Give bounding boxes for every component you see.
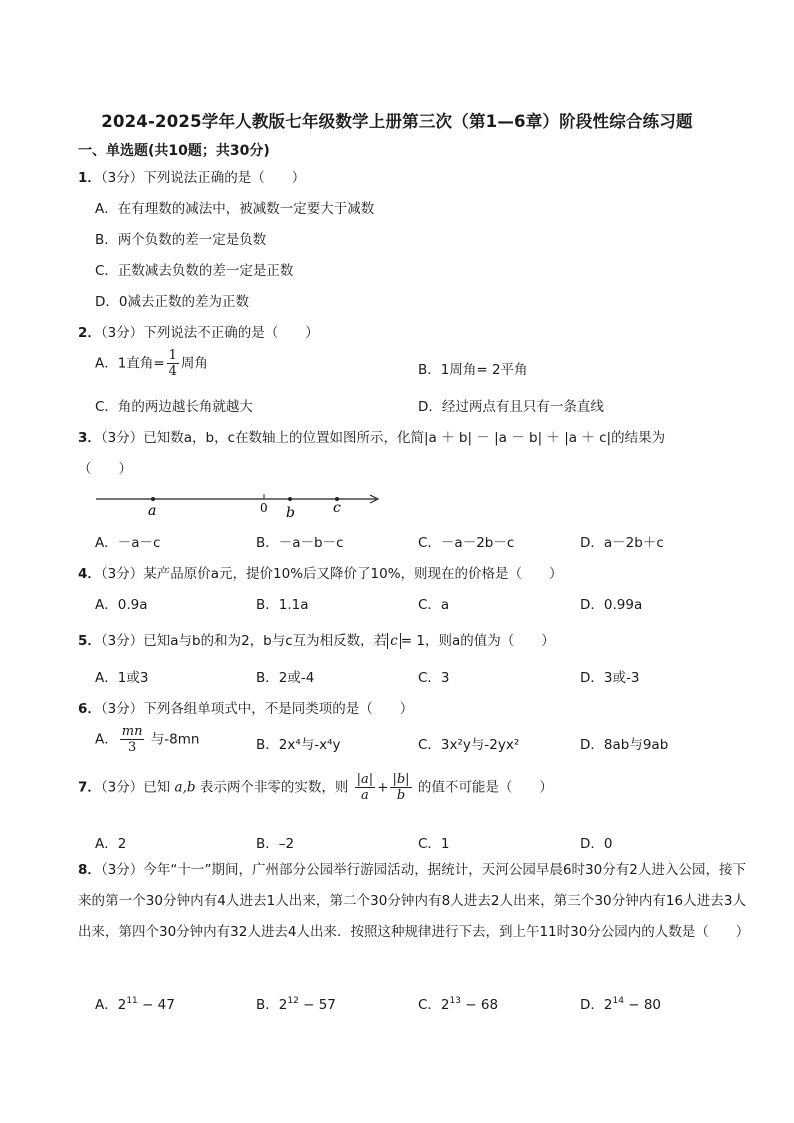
option-a xyxy=(95,724,199,755)
option-b: B．–2 xyxy=(256,836,295,852)
option-b: B．－a－b－c xyxy=(256,535,344,551)
option-d: D．经过两点有且只有一条直线 xyxy=(418,399,604,415)
fraction-numerator: mn xyxy=(121,724,143,739)
fraction-numerator: 1 xyxy=(168,348,177,363)
page-title: 2024-2025学年人教版七年级数学上册第三次（第1—6章）阶段性综合练习题 xyxy=(101,112,693,131)
question-1 xyxy=(78,166,305,186)
option-text: − 68 xyxy=(460,997,499,1013)
question-6 xyxy=(78,697,413,717)
question-4 xyxy=(78,562,563,582)
option-text: − 57 xyxy=(298,997,336,1013)
option-text: − 47 xyxy=(137,997,175,1013)
option-d: D．8ab与9ab xyxy=(580,737,669,753)
option-c: C．－a－2b－c xyxy=(418,535,515,551)
question-score: （3分） xyxy=(100,701,144,717)
question-number: 3． xyxy=(78,430,101,446)
question-stem: 下列说法不正确的是（ ） xyxy=(143,325,319,341)
option-c xyxy=(418,993,498,1013)
option-b: B．2x⁴与-x⁴y xyxy=(256,737,341,753)
label-c: c xyxy=(333,500,341,516)
label-a: a xyxy=(148,503,157,519)
option-c: C．1 xyxy=(418,836,450,852)
question-score: （3分） xyxy=(100,862,144,878)
plus-sign: + xyxy=(377,779,389,796)
option-text: A．1直角= xyxy=(95,355,165,372)
option-d: D．0.99a xyxy=(580,597,643,613)
option-text: A． xyxy=(95,731,118,748)
option-d: D．0减去正数的差为正数 xyxy=(95,294,249,310)
question-stem: 下列说法正确的是（ ） xyxy=(143,170,306,186)
question-stem: 今年“十一”期间，广州部分公园举行游园活动，据统计，天河公园早晨6时30分有2人进入公园，接下来的第一个30分钟内有4人进去1人出来，第二个30分钟内有8人进去2人出来，第三个30分钟内有16人进去3人出来，第四个30分钟内有32人进去4人出来．按照这种规律进行下去，到上午11时30分公园内的人数是（ ） xyxy=(78,862,750,940)
question-stem: 的值不可能是（ ） xyxy=(417,779,553,796)
question-score: （3分） xyxy=(100,430,144,446)
option-c: C．3x²y与-2yx² xyxy=(418,737,520,753)
question-stem: = 1，则a的值为（ ） xyxy=(400,633,555,649)
question-2 xyxy=(78,321,319,341)
option-b: B．1周角= 2平角 xyxy=(418,362,528,378)
label-zero: 0 xyxy=(260,501,268,515)
option-d: D．a－2b＋c xyxy=(580,535,664,551)
variables: a,b xyxy=(174,779,196,796)
question-stem: 已知a与b的和为2，b与c互为相反数，若 xyxy=(143,633,388,649)
option-b: B．2或-4 xyxy=(256,670,315,686)
question-score: （3分） xyxy=(100,566,144,582)
question-score: （3分） xyxy=(100,170,144,186)
question-number: 6． xyxy=(78,701,101,717)
fraction xyxy=(167,348,179,379)
option-c: C．3 xyxy=(418,670,450,686)
exponent: 14 xyxy=(612,996,624,1006)
question-stem-continued: （ ） xyxy=(78,461,132,477)
fraction-denominator: a xyxy=(361,788,369,803)
option-d: D．0 xyxy=(580,836,613,852)
question-number: 2． xyxy=(78,325,101,341)
option-a: A．在有理数的减法中，被减数一定要大于减数 xyxy=(95,201,375,217)
fraction-numerator: |a| xyxy=(356,772,374,787)
option-d: D．3或-3 xyxy=(580,670,640,686)
fraction xyxy=(355,772,376,803)
option-text: 周角 xyxy=(180,355,208,372)
exponent: 12 xyxy=(287,996,299,1006)
option-a xyxy=(95,993,175,1013)
fraction-numerator: |b| xyxy=(392,772,410,787)
option-text: C．2 xyxy=(418,997,450,1013)
point-a xyxy=(151,497,155,501)
option-a: A．1或3 xyxy=(95,670,149,686)
option-b: B．两个负数的差一定是负数 xyxy=(95,232,267,248)
question-8 xyxy=(78,855,750,948)
option-text: D．2 xyxy=(580,997,613,1013)
fraction xyxy=(390,772,411,803)
fraction-denominator: b xyxy=(396,788,406,803)
fraction-denominator: 3 xyxy=(127,740,137,755)
question-stem: 某产品原价a元，提价10%后又降价了10%，则现在的价格是（ ） xyxy=(143,566,563,582)
question-score: （3分） xyxy=(100,325,144,341)
option-text: 与-8mn xyxy=(150,731,200,748)
question-5 xyxy=(78,629,555,649)
absolute-value: c xyxy=(387,633,401,649)
question-stem: 已知数a，b，c在数轴上的位置如图所示，化简|a ＋ b| － |a － b| ＋ |a ＋ c|的结果为 xyxy=(143,430,666,446)
option-text: B．2 xyxy=(256,997,288,1013)
option-a xyxy=(95,348,208,379)
question-number: 7． xyxy=(78,779,101,796)
section-heading: 一、单选题(共10题；共30分) xyxy=(78,143,270,159)
label-b: b xyxy=(286,505,295,520)
question-score: （3分） xyxy=(100,633,144,649)
question-number: 4． xyxy=(78,566,101,582)
question-3 xyxy=(78,426,665,446)
number-line-figure xyxy=(94,488,386,520)
option-c: C．正数减去负数的差一定是正数 xyxy=(95,263,294,279)
option-b: B．1.1a xyxy=(256,597,309,613)
exponent: 13 xyxy=(449,996,461,1006)
question-7 xyxy=(78,772,553,803)
question-stem: 下列各组单项式中，不是同类项的是（ ） xyxy=(143,701,414,717)
fraction xyxy=(120,724,145,755)
option-text: − 80 xyxy=(623,997,662,1013)
option-a: A．2 xyxy=(95,836,127,852)
question-score: （3分） xyxy=(100,779,144,796)
question-number: 5． xyxy=(78,633,101,649)
option-text: A．2 xyxy=(95,997,127,1013)
exponent: 11 xyxy=(126,996,138,1006)
point-b xyxy=(288,497,292,501)
option-d xyxy=(580,993,661,1013)
question-stem: 表示两个非零的实数，则 xyxy=(199,779,349,796)
question-stem: 已知 xyxy=(143,779,171,796)
fraction-denominator: 4 xyxy=(168,364,177,379)
question-number: 8． xyxy=(78,862,101,878)
question-number: 1． xyxy=(78,170,101,186)
option-c: C．角的两边越长角就越大 xyxy=(95,399,253,415)
option-c: C．a xyxy=(418,597,450,613)
option-a: A．－a－c xyxy=(95,535,161,551)
option-a: A．0.9a xyxy=(95,597,148,613)
option-b xyxy=(256,993,336,1013)
